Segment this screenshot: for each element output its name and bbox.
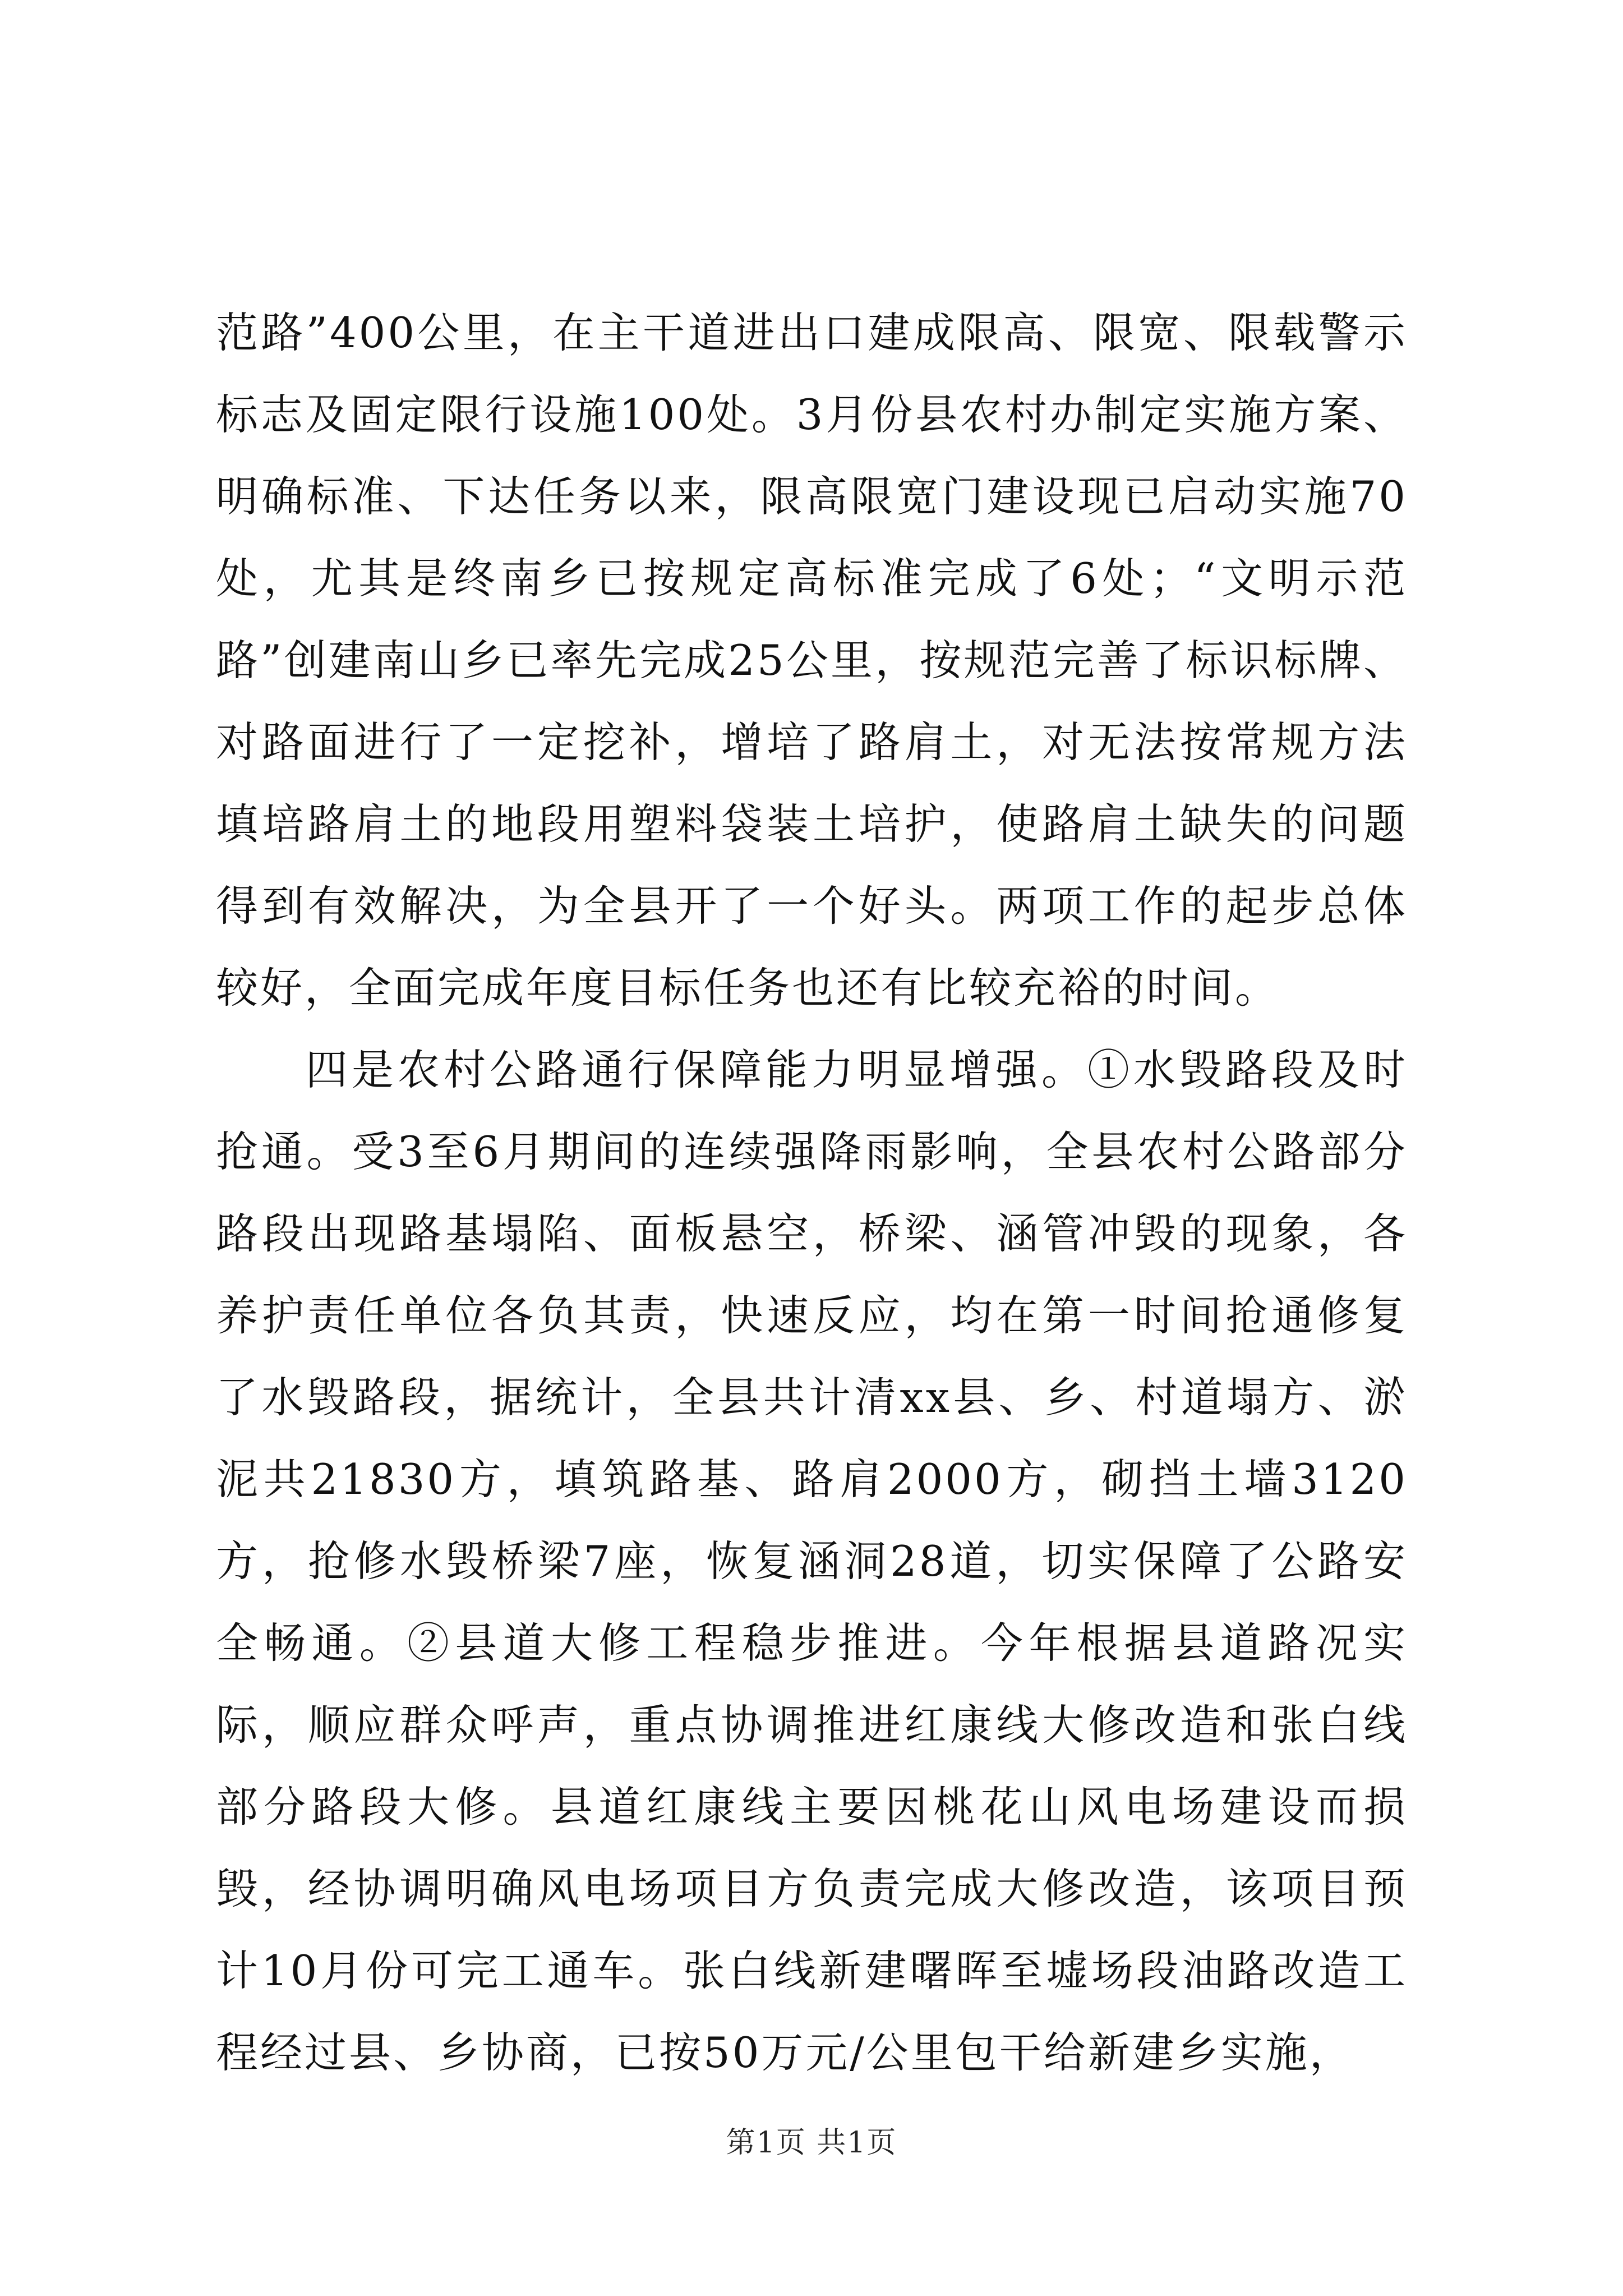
- paragraph-continued: 范路”400公里，在主干道进出口建成限高、限宽、限载警示标志及固定限行设施100处。3月份县农村办制定实施方案、明确标准、下达任务以来，限高限宽门建设现已启动实施70处，尤其是终南乡已按规定高标准完成了6处；“文明示范路”创建南山乡已率先完成25公里，按规范完善了标识标牌、对路面进行了一定挖补，增培了路肩土，对无法按常规方法填培路肩土的地段用塑料袋装土培护，使路肩土缺失的问题得到有效解决，为全县开了一个好头。两项工作的起步总体较好，全面完成年度目标任务也还有比较充裕的时间。: [216, 308, 1408, 1013]
- paragraph-rural-road-support: 四是农村公路通行保障能力明显增强。①水毁路段及时抢通。受3至6月期间的连续强降雨影响，全县农村公路部分路段出现路基塌陷、面板悬空，桥梁、涵管冲毁的现象，各养护责任单位各负其责，快速反应，均在第一时间抢通修复了水毁路段，据统计，全县共计清xx县、乡、村道塌方、淤泥共21830方，填筑路基、路肩2000方，砌挡土墙3120方，抢修水毁桥梁7座，恢复涵洞28道，切实保障了公路安全畅通。②县道大修工程稳步推进。今年根据县道路况实际，顺应群众呼声，重点协调推进红康线大修改造和张白线部分路段大修。县道红康线主要因桃花山风电场建设而损毁，经协调明确风电场项目方负责完成大修改造，该项目预计10月份可完工通车。张白线新建曙晖至墟场段油路改造工程经过县、乡协商，已按50万元/公里包干给新建乡实施，: [216, 1045, 1408, 2077]
- document-body: [216, 292, 1408, 2093]
- page-number-footer: 第1页 共1页: [726, 2126, 897, 2160]
